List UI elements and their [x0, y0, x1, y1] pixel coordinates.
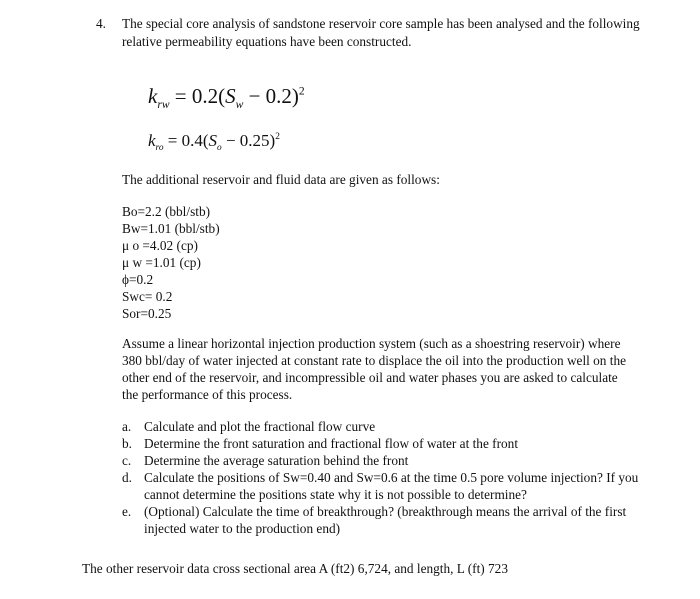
task-text: Determine the front saturation and fractional flow of water at the front [144, 436, 519, 451]
data-intro: The additional reservoir and fluid data are given as follows: [122, 172, 440, 187]
krw-power: 2 [298, 85, 305, 98]
fluid-data-list [122, 203, 220, 322]
task-list [122, 418, 642, 537]
task-letter: a. [122, 419, 132, 434]
kro-var-subscript: o [217, 143, 222, 154]
task-letter: d. [122, 470, 132, 485]
task-text: Calculate the positions of Sw=0.40 and Sw=0.6 at the time 0.5 pore volume injection? If you cannot determine the positions state why it is not possible to determine? [144, 470, 639, 502]
data-item: ϕ=0.2 [122, 272, 154, 287]
krw-k: k [148, 84, 158, 108]
data-item: Swc= 0.2 [122, 289, 173, 304]
question-number: 4. [96, 16, 106, 31]
kro-var: S [208, 131, 218, 150]
task-text: Determine the average saturation behind the front [144, 453, 409, 468]
krw-rhs-suffix: − 0.2) [243, 84, 299, 108]
reservoir-dimensions-note: The other reservoir data cross sectional area A (ft2) 6,724, and length, L (ft) 723 [82, 561, 508, 576]
data-item: Bw=1.01 (bbl/stb) [122, 221, 220, 236]
task-item [122, 435, 642, 452]
krw-var-subscript: w [235, 99, 244, 112]
krw-rhs-prefix: = 0.2( [169, 84, 226, 108]
kro-power: 2 [275, 132, 280, 142]
data-item: Bo=2.2 (bbl/stb) [122, 204, 211, 219]
task-text: (Optional) Calculate the time of breakthrough? (breakthrough means the arrival of the first injected water to the production end) [144, 504, 627, 536]
task-item [122, 469, 642, 503]
assumption-paragraph: Assume a linear horizontal injection production system (such as a shoestring reservoir) where 380 bbl/day of water injected at constant rate to displace the oil into the production well on the other end of the reservoir, and incompressible oil and water phases you are asked to calculate the performance of this process. [122, 336, 627, 402]
task-item [122, 452, 642, 469]
data-item: μ w =1.01 (cp) [122, 255, 201, 270]
kro-subscript: ro [155, 143, 164, 154]
kro-rhs-suffix: − 0.25) [221, 131, 276, 150]
task-letter: c. [122, 453, 132, 468]
kro-rhs-prefix: = 0.4( [163, 131, 209, 150]
task-item [122, 418, 642, 435]
equation-kro [148, 131, 280, 153]
task-letter: e. [122, 504, 132, 519]
data-item: Sor=0.25 [122, 306, 172, 321]
krw-subscript: rw [157, 99, 170, 112]
equation-krw [148, 84, 305, 111]
task-item [122, 503, 642, 537]
task-text: Calculate and plot the fractional flow curve [144, 419, 376, 434]
data-item: μ o =4.02 (cp) [122, 238, 198, 253]
question-text: The special core analysis of sandstone reservoir core sample has been analysed and the following relative permeability equations have been constructed. [122, 16, 640, 49]
kro-k: k [148, 131, 156, 150]
task-letter: b. [122, 436, 132, 451]
krw-var: S [225, 84, 236, 108]
